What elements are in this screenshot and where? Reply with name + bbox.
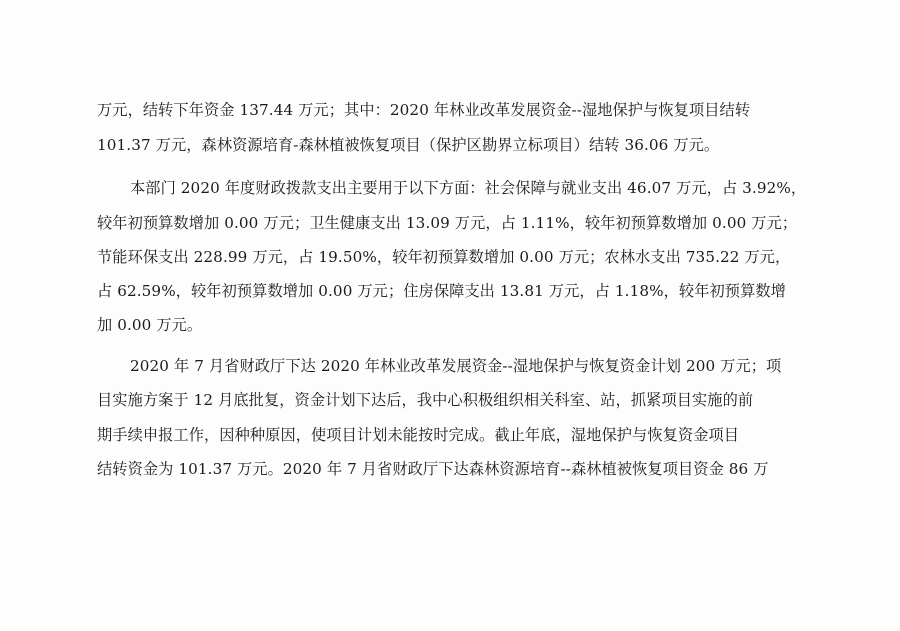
text-line: 占 62.59%，较年初预算数增加 0.00 万元；住房保障支出 13.81 万元，占 1.18%，较年初预算数增 [97, 282, 786, 300]
text-line: 较年初预算数增加 0.00 万元；卫生健康支出 13.09 万元，占 1.11%，较年初预算数增加 0.00 万元； [97, 214, 798, 232]
text-line: 结转资金为 101.37 万元。2020 年 7 月省财政厅下达森林资源培育--森林植被恢复项目资金 86 万 [97, 460, 769, 478]
text-line: 101.37 万元，森林资源培育-森林植被恢复项目（保护区勘界立标项目）结转 36.06 万元。 [97, 136, 720, 154]
text-line: 本部门 2020 年度财政拨款支出主要用于以下方面：社会保障与就业支出 46.07 万元，占 3.92%， [130, 179, 807, 197]
text-line: 期手续申报工作，因种种原因，使项目计划未能按时完成。截止年底，湿地保护与恢复资金项目 [97, 426, 740, 444]
text-line: 目实施方案于 12 月底批复，资金计划下达后，我中心积极组织相关科室、站，抓紧项目实施的前 [97, 391, 754, 409]
text-line: 加 0.00 万元。 [97, 316, 203, 334]
text-line: 2020 年 7 月省财政厅下达 2020 年林业改革发展资金--湿地保护与恢复资金计划 200 万元；项 [130, 357, 782, 375]
text-line: 万元，结转下年资金 137.44 万元；其中：2020 年林业改革发展资金--湿地保护与恢复项目结转 [97, 101, 751, 119]
text-line: 节能环保支出 228.99 万元，占 19.50%，较年初预算数增加 0.00 万元；农林水支出 735.22 万元， [97, 248, 791, 266]
